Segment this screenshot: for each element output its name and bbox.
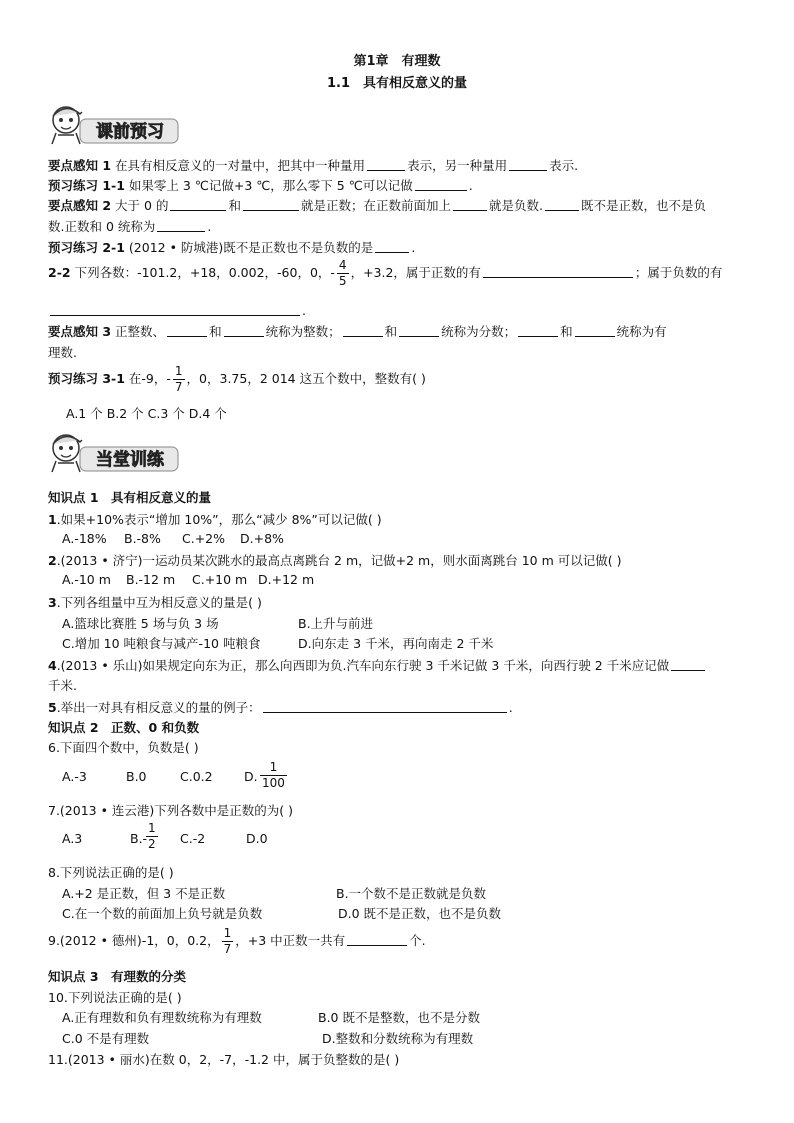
question-text: ，+3 中正数一共有 xyxy=(235,933,346,948)
question-8-option-c[interactable]: C.在一个数的前面加上负号就是负数 xyxy=(62,906,263,921)
key-point-text: 表示. xyxy=(549,158,579,173)
question-1 xyxy=(48,510,382,528)
key-point-3 xyxy=(48,322,667,340)
question-11: 11.(2013 • 丽水)在数 0，2，-7，-1.2 中，属于负整数的是( ) xyxy=(48,1052,400,1067)
fraction-denominator: 5 xyxy=(338,274,347,288)
question-7: 7.(2013 • 连云港)下列各数中是正数的为( ) xyxy=(48,803,294,818)
exercise-text: 下列各数：-101.2，+18，0.002，-60，0，- xyxy=(74,265,335,280)
exercise-2-2 xyxy=(48,258,722,289)
question-text: . xyxy=(508,700,513,715)
answer-blank[interactable] xyxy=(399,324,439,337)
exercise-text: (2012 • 防城港)既不是正数也不是负数的是 xyxy=(128,240,374,255)
answer-blank[interactable] xyxy=(243,198,299,211)
question-7-options xyxy=(62,821,302,857)
fraction-numerator: 1 xyxy=(174,364,183,378)
question-1-options xyxy=(62,531,284,546)
cartoon-boy-icon xyxy=(44,428,180,474)
key-point-tag: 要点感知 2 xyxy=(48,198,112,213)
section-title: 1.1 具有相反意义的量 xyxy=(326,76,468,91)
question-3-option-b[interactable]: B.上升与前进 xyxy=(298,616,374,631)
question-10-option-b[interactable]: B.0 既不是整数，也不是分数 xyxy=(318,1010,480,1025)
banner-label: 当堂训练 xyxy=(96,450,164,470)
key-point-2-line2: 数.正数和 0 统称为 . xyxy=(48,219,212,234)
exercise-tag: 2-2 xyxy=(48,265,71,280)
answer-blank[interactable] xyxy=(545,198,579,211)
banner-label: 课前预习 xyxy=(96,122,164,142)
exercise-text: ；属于负数的有 xyxy=(634,265,723,280)
key-point-text: 统称为有 xyxy=(616,324,667,339)
exercise-tag: 预习练习 3-1 xyxy=(48,371,125,386)
answer-blank[interactable] xyxy=(343,324,383,337)
key-point-1 xyxy=(48,156,578,174)
key-point-text: 就是正数；在正数前面加上 xyxy=(300,198,451,213)
option-c[interactable]: C.+10 m xyxy=(192,572,248,587)
question-text: 9.(2012 • 德州)-1，0，0.2， xyxy=(48,933,220,948)
option-d[interactable]: D. xyxy=(244,769,258,784)
question-4-line2: 千米. xyxy=(48,678,77,693)
key-point-text: 和 xyxy=(384,324,398,339)
question-number: 1 xyxy=(48,512,57,527)
question-number: 2 xyxy=(48,553,57,568)
question-8-option-a[interactable]: A.+2 是正数，但 3 不是正数 xyxy=(62,886,226,901)
answer-blank[interactable] xyxy=(575,324,615,337)
exercise-text: 如果零上 3 ℃记做+3 ℃，那么零下 5 ℃可以记做 xyxy=(128,178,413,193)
fraction-numerator: 4 xyxy=(338,258,347,272)
answer-blank[interactable] xyxy=(367,158,405,171)
fraction xyxy=(337,258,349,289)
option-d[interactable]: D.+8% xyxy=(240,531,284,546)
option-a[interactable]: A.3 xyxy=(62,831,83,846)
question-9 xyxy=(48,926,426,962)
question-text: 个. xyxy=(409,933,426,948)
answer-blank[interactable] xyxy=(375,240,409,253)
answer-blank[interactable] xyxy=(453,198,487,211)
option-b[interactable]: B.-12 m xyxy=(126,572,176,587)
question-3-option-c[interactable]: C.增加 10 吨粮食与减产-10 吨粮食 xyxy=(62,636,261,651)
question-3-option-d[interactable]: D.向东走 3 千米，再向南走 2 千米 xyxy=(298,636,494,651)
option-d[interactable]: D.0 xyxy=(246,831,268,846)
key-point-text: 既不是正数，也不是负 xyxy=(580,198,706,213)
chapter-title: 第1章 有理数 xyxy=(353,54,441,69)
key-point-text: 大于 0 的 xyxy=(115,198,169,213)
exercise-1-1: 预习练习 1-1 如果零上 3 ℃记做+3 ℃，那么零下 5 ℃可以记做 . xyxy=(48,178,473,193)
answer-blank[interactable] xyxy=(170,198,226,211)
fraction xyxy=(222,926,234,957)
option-b[interactable]: B.- xyxy=(130,831,148,846)
question-number: 4 xyxy=(48,658,57,673)
preview-banner xyxy=(44,100,180,146)
question-4 xyxy=(48,656,707,674)
answer-blank[interactable] xyxy=(157,219,205,232)
exercise-text: ，+3.2，属于正数的有 xyxy=(350,265,481,280)
fraction-numerator: 1 xyxy=(260,760,287,776)
fraction-denominator: 100 xyxy=(262,776,285,790)
cartoon-boy-icon xyxy=(44,100,180,146)
key-point-2 xyxy=(48,196,706,214)
fraction xyxy=(260,760,287,791)
option-d[interactable]: D.+12 m xyxy=(258,572,315,587)
key-point-text: 统称为分数； xyxy=(441,324,517,339)
fraction xyxy=(173,364,185,395)
question-3-option-a[interactable]: A.篮球比赛胜 5 场与负 3 场 xyxy=(62,616,219,631)
option-a[interactable]: A.-18% xyxy=(62,531,107,546)
key-point-text: 就是负数. xyxy=(488,198,543,213)
option-b[interactable]: B.-8% xyxy=(124,531,161,546)
fraction-denominator: 2 xyxy=(148,837,156,851)
question-3 xyxy=(48,593,262,611)
question-8-option-d[interactable]: D.0 既不是正数，也不是负数 xyxy=(338,906,502,921)
question-text: .举出一对具有相反意义的量的例子： xyxy=(56,700,261,715)
key-point-text: 和 xyxy=(560,324,573,339)
answer-blank[interactable] xyxy=(415,178,467,191)
answer-blank[interactable] xyxy=(224,324,264,337)
key-point-text: 统称为整数； xyxy=(265,324,341,339)
question-6-options xyxy=(62,760,302,796)
knowledge-point-2-title: 知识点 2 正数、0 和负数 xyxy=(48,720,200,735)
question-text: .下列各组量中互为相反意义的量是( ) xyxy=(56,595,262,610)
exercise-2-1: 预习练习 2-1 (2012 • 防城港)既不是正数也不是负数的是 . xyxy=(48,240,416,255)
question-10-option-c[interactable]: C.0 不是有理数 xyxy=(62,1031,150,1046)
knowledge-point-3-title: 知识点 3 有理数的分类 xyxy=(48,969,187,984)
answer-blank[interactable] xyxy=(671,658,705,671)
question-8-option-b[interactable]: B.一个数不是正数就是负数 xyxy=(336,886,487,901)
fraction-denominator: 7 xyxy=(223,942,232,956)
option-c[interactable]: C.-2 xyxy=(180,831,206,846)
answer-blank[interactable] xyxy=(263,700,507,713)
option-a[interactable]: A.-3 xyxy=(62,769,87,784)
option-c[interactable]: C.0.2 xyxy=(180,769,213,784)
fraction-denominator: 7 xyxy=(174,380,183,394)
key-point-text: 和 xyxy=(228,198,241,213)
key-point-text: 理数. xyxy=(48,345,77,360)
key-point-text: 和 xyxy=(209,324,222,339)
question-number: 3 xyxy=(48,595,57,610)
knowledge-point-1-title: 知识点 1 具有相反意义的量 xyxy=(48,490,212,505)
answer-blank[interactable] xyxy=(483,265,633,278)
question-10-option-a[interactable]: A.正有理数和负有理数统称为有理数 xyxy=(62,1010,262,1025)
exercise-tag: 预习练习 1-1 xyxy=(48,178,125,193)
question-2 xyxy=(48,551,621,569)
question-number: 5 xyxy=(48,700,57,715)
key-point-tag: 要点感知 3 xyxy=(48,324,112,339)
question-10: 10.下列说法正确的是( ) xyxy=(48,990,182,1005)
exercise-text: 在-9，- xyxy=(128,371,171,386)
question-2-options xyxy=(62,572,315,587)
fraction xyxy=(146,821,158,852)
exercise-2-2-line2: . xyxy=(48,303,306,318)
exercise-tag: 预习练习 2-1 xyxy=(48,240,125,255)
question-text: .(2013 • 济宁)一运动员某次跳水的最高点离跳台 2 m，记做+2 m，则水面离跳台 10 m 可以记做( ) xyxy=(56,553,622,568)
fraction-numerator: 1 xyxy=(223,926,232,940)
answer-blank[interactable] xyxy=(509,158,547,171)
question-text: .如果+10%表示“增加 10%”，那么“减少 8%”可以记做( ) xyxy=(56,512,382,527)
question-10-option-d[interactable]: D.整数和分数统称为有理数 xyxy=(322,1031,474,1046)
key-point-text: 正整数、 xyxy=(115,324,166,339)
answer-blank[interactable] xyxy=(167,324,207,337)
exercise-text: ，0，3.75，2 014 这五个数中，整数有( ) xyxy=(186,371,426,386)
fraction-numerator: 1 xyxy=(148,821,156,835)
option-a[interactable]: A.-10 m xyxy=(62,572,111,587)
exercise-3-1 xyxy=(48,364,426,395)
key-point-3-line2 xyxy=(48,343,77,361)
key-point-text: 数.正数和 0 统称为 xyxy=(48,219,156,234)
answer-blank[interactable] xyxy=(518,324,558,337)
key-point-tag: 要点感知 1 xyxy=(48,158,112,173)
exercise-3-1-options: A.1 个 B.2 个 C.3 个 D.4 个 xyxy=(66,406,227,421)
question-text: .(2013 • 乐山)如果规定向东为正，那么向西即为负.汽车向东行驶 3 千米记做 3 千米，向西行驶 2 千米应记做 xyxy=(56,658,670,673)
question-6: 6.下面四个数中，负数是( ) xyxy=(48,740,199,755)
option-c[interactable]: C.+2% xyxy=(182,531,226,546)
key-point-text: 表示，另一种量用 xyxy=(407,158,508,173)
training-banner xyxy=(44,428,180,474)
answer-blank[interactable] xyxy=(347,933,407,946)
option-b[interactable]: B.0 xyxy=(126,769,147,784)
question-8: 8.下列说法正确的是( ) xyxy=(48,865,174,880)
answer-blank[interactable] xyxy=(50,303,300,316)
question-5 xyxy=(48,698,513,716)
key-point-text: 在具有相反意义的一对量中，把其中一种量用 xyxy=(115,158,366,173)
